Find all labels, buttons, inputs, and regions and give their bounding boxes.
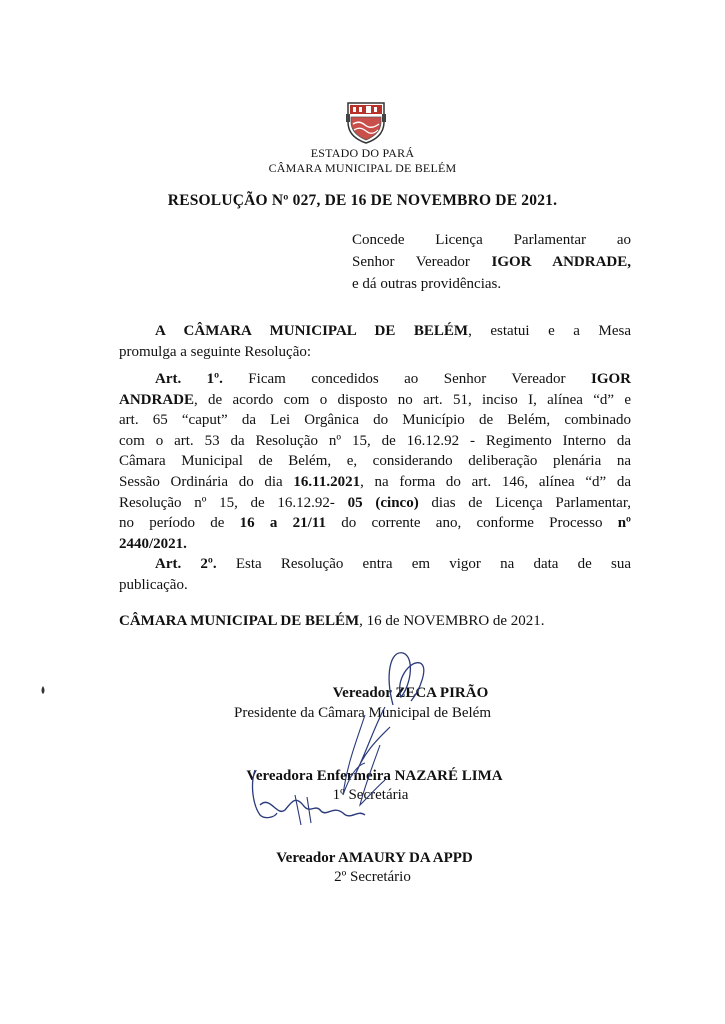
resolution-title: RESOLUÇÃO Nº 027, DE 16 DE NOVEMBRO DE 2021.	[167, 192, 558, 209]
ementa-line: Senhor Vereador IGOR ANDRADE,	[352, 254, 631, 270]
handwritten-signatures	[215, 645, 475, 855]
state-heading: ESTADO DO PARÁ	[310, 146, 415, 160]
closing-line: CÂMARA MUNICIPAL DE BELÉM, 16 de NOVEMBRO de 2021.	[119, 613, 545, 629]
coat-of-arms-icon	[345, 100, 387, 144]
signatory-name: Vereador AMAURY DA APPD	[276, 850, 473, 866]
signatory-name: Vereadora Enfermeira NAZARÉ LIMA	[246, 768, 503, 784]
ementa-line: e dá outras providências.	[352, 276, 502, 292]
chamber-heading: CÂMARA MUNICIPAL DE BELÉM	[268, 161, 457, 175]
preamble: A CÂMARA MUNICIPAL DE BELÉM, estatui e a Mesa promulga a seguinte Resolução:	[119, 323, 631, 360]
signatory-role: Presidente da Câmara Municipal de Belém	[234, 705, 491, 721]
signatory-role: 2º Secretário	[334, 869, 411, 885]
signatory-name: Vereador ZECA PIRÃO	[332, 685, 489, 701]
article-1: Art. 1º. Ficam concedidos ao Senhor Vereador IGOR ANDRADE, de acordo com o disposto no art. 51, inciso I, alínea “d” e art. 65 “caput” da Lei Orgânica do Município de Belém, combinado com o art. 53 da Resolução nº 15, de 16.12.92 - Regimento Interno da Câmara Municipal de Belém, e, considerando deliberação plenária na Sessão Ordinária do dia 16.11.2021, na forma do art. 146, alínea “d” da Resolução nº 15, de 16.12.92- 05 (cinco) dias de Licença Parlamentar, no período de 16 a 21/11 do corrente ano, conforme Processo nº 2440/2021.	[119, 371, 632, 552]
article-label: Art. 2º.	[155, 556, 217, 572]
signatory-role: 1º Secretária	[332, 787, 409, 803]
ementa	[352, 229, 631, 295]
article-2: Art. 2º. Esta Resolução entra em vigor na data de sua publicação.	[119, 556, 631, 593]
article-label: Art. 1º.	[155, 371, 223, 387]
scan-mark	[40, 686, 46, 694]
ementa-line: Concede Licença Parlamentar ao	[352, 232, 631, 248]
